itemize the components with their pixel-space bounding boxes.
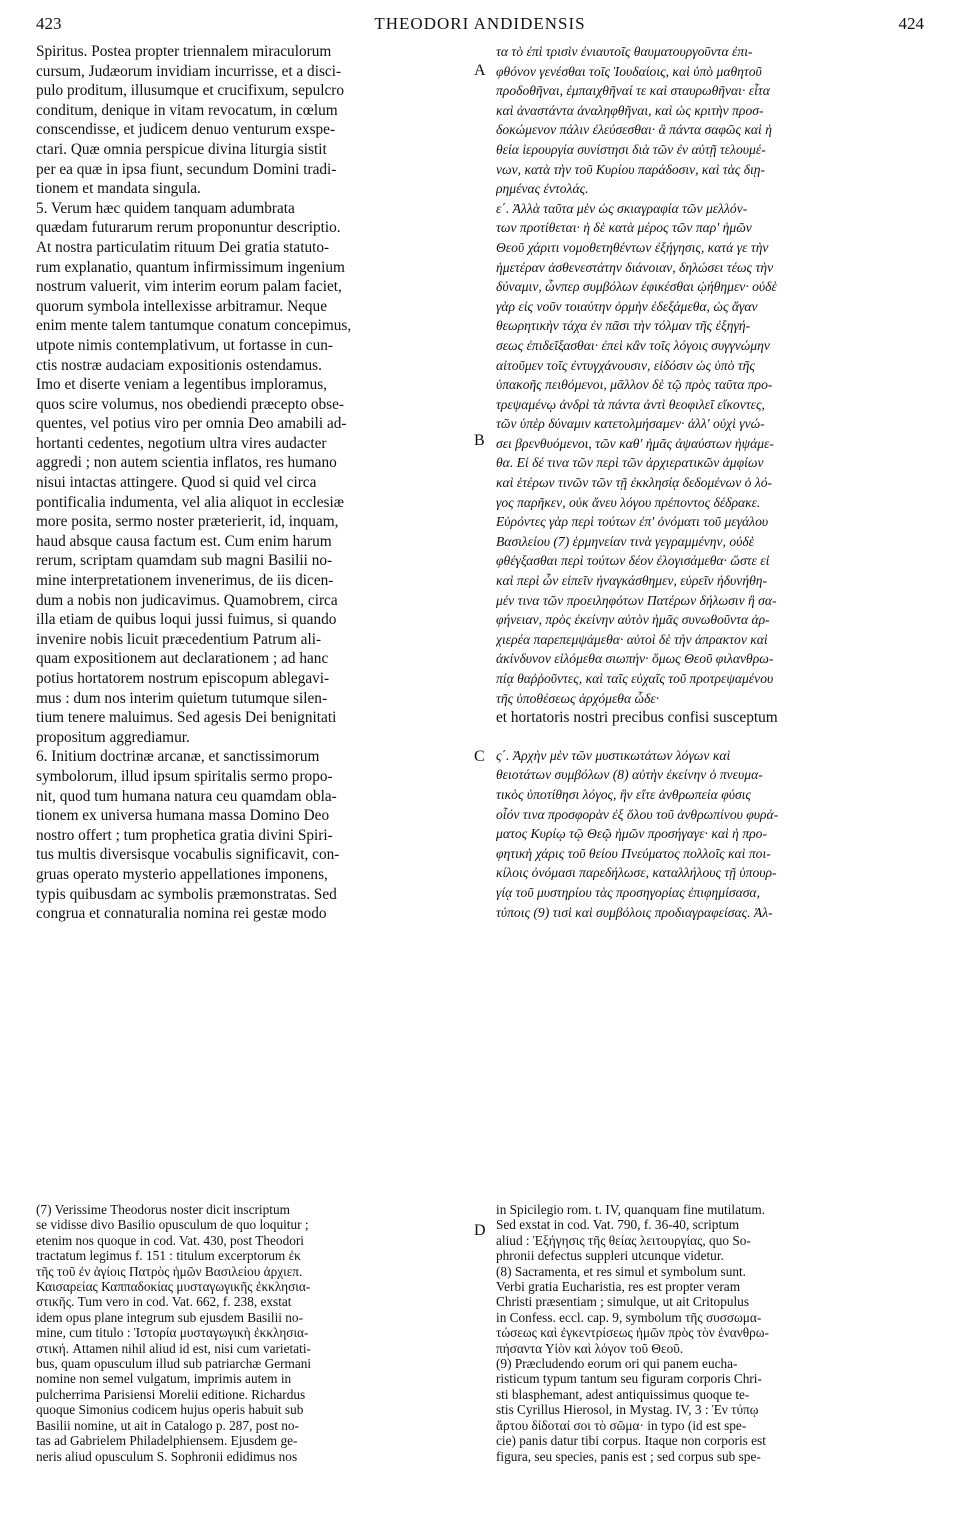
greek-text-line: τικὸς ὑποτίθησι λόγος, ἣν εἴτε ἀνθρωπεία φύσις <box>496 786 751 802</box>
margin-letter-c: C <box>474 748 485 765</box>
footnote-line: nomine non semel vulgatum, imprimis autem in <box>36 1371 292 1387</box>
footnote-line: se vidisse divo Basilio opusculum de quo loquitur ; <box>36 1217 309 1233</box>
latin-text-line: mus : dum nos interim quietum tutumque silen- <box>36 689 328 707</box>
latin-text-line: propositum aggrediamur. <box>36 728 190 746</box>
latin-text-line: 6. Initium doctrinæ arcanæ, et sanctissimorum <box>36 748 320 766</box>
latin-text-line: mine interpretationem invenerimus, de iis dicen- <box>36 572 334 590</box>
margin-letter-d: D <box>474 1222 486 1239</box>
footnotes-right <box>496 1202 924 1464</box>
footnote-line: pulcherrima Parisiensi Morelii editione. Richardus <box>36 1386 306 1402</box>
margin-letter-a: A <box>474 62 486 79</box>
footnote-line: Verbi gratia Eucharistia, res est propter veram <box>496 1279 741 1295</box>
footnote-line: Christi præsentiam ; simulque, ut ait Critopulus <box>496 1294 750 1310</box>
greek-text-line: σει βρενθυόμενοι, τῶν καθ' ἡμᾶς ἀψαύστων ἡψάμε- <box>496 435 774 451</box>
footnote-line: (7) Verissime Theodorus noster dicit inscriptum <box>36 1202 290 1217</box>
latin-text-line: At nostra particulatim rituum Dei gratia statuto- <box>36 238 330 256</box>
greek-text-line: ὑπακοῆς πειθόμενοι, μᾶλλον δὲ τῷ πρὸς ταῦτα προ- <box>496 377 773 393</box>
footnote-line: τώσεως καὶ ἐγκεντρίσεως ἡμῶν πρὸς τὸν ἐνανθρω- <box>496 1325 769 1341</box>
latin-text-line: dum a nobis non judicavimus. Quamobrem, circa <box>36 591 338 609</box>
latin-text-line: 5. Verum hæc quidem tanquam adumbrata <box>36 199 295 217</box>
greek-text-line: φήνειαν, πρὸς ἐκείνην αὐτὸν ἡμᾶς συνωθοῦντα ἀρ- <box>496 612 770 628</box>
greek-text-line: ἀκίνδυνον εἱλόμεθα σιωπήν· ὅμως Θεοῦ φιλανθρω- <box>496 651 774 667</box>
footnote-line: (8) Sacramenta, et res simul et symbolum sunt. <box>496 1263 747 1279</box>
footnote-line: Sed exstat in cod. Vat. 790, f. 36-40, scriptum <box>496 1217 740 1233</box>
greek-text-line: θειοτάτων συμβόλων (8) αὐτὴν ἐκείνην ὁ πνευμα- <box>496 767 763 783</box>
footnote-line: idem opus plane integrum sub ejusdem Basilii no- <box>36 1309 304 1325</box>
latin-text-line: Imo et diserte veniam a legentibus imploramus, <box>36 376 327 394</box>
latin-text-line: quentes, vel potius viro per omnia Deo amabili ad- <box>36 415 347 433</box>
footnote-line: risticum typum tantum seu figuram corporis Chri- <box>496 1371 762 1387</box>
footnote-line: tractatum legimus f. 151 : titulum excerptorum ἐκ <box>36 1248 301 1264</box>
greek-text-line: αἰτοῦμεν τοῖς ἐντυγχάνουσιν, εἰδόσιν ὡς ὑπὸ τῆς <box>496 357 755 373</box>
greek-text-line: τῆς ὑποθέσεως ἀρχόμεθα ὧδε· <box>496 690 660 706</box>
greek-text-line: δοκώμενον πάλιν ἐλεύσεσθαι· ἃ πάντα σαφῶς καὶ ἡ <box>496 122 772 138</box>
latin-text-line: potius hortatorem nostrum episcopum ablegavi- <box>36 670 330 687</box>
latin-text-line: tium tenere maluimus. Sed agesis Dei benignitati <box>36 709 337 727</box>
greek-text-line: τύποις (9) τισὶ καὶ συμβόλοις προδιαγραφείσας. Ἀλ- <box>496 904 773 920</box>
footnote-line: Basilii nomine, ut ait in Catalogo p. 287, post no- <box>36 1417 299 1433</box>
greek-text-line: Βασιλείου (7) ἑρμηνείαν τινὰ γεγραμμένην, οὐδὲ <box>496 533 755 549</box>
latin-text-line: Spiritus. Postea propter triennalem miraculorum <box>36 43 332 60</box>
latin-text-line: quos scire volumus, nos obediendi præcepto obse- <box>36 395 345 413</box>
latin-text-line: hortanti cedentes, negotium ultra vires audacter <box>36 434 327 452</box>
greek-text-line: θεία ἱερουργία συνίστησι διὰ τῶν ἐν αὐτῇ τελουμέ- <box>496 141 766 157</box>
greek-text-line: προδοθῆναι, ἐμπαιχθῆναί τε καὶ σταυρωθῆναι· εἶτα <box>496 83 770 99</box>
footnote-line: in Spicilegio rom. t. IV, quanquam fine mutilatum. <box>496 1202 765 1217</box>
greek-text-line: Θεοῦ χάριτι νομοθετηθέντων ἐξήγησις, κατά γε τὴν <box>496 239 769 255</box>
latin-text-line: nisui intactas attingere. Quod si quid vel circa <box>36 474 317 492</box>
latin-text-line: ctis nostræ audaciam expositionis ostendamus. <box>36 356 322 374</box>
footnote-line: in Confess. eccl. cap. 9, symbolum τῆς συσσωμα- <box>496 1309 762 1325</box>
footnote-line: ἄρτου δίδοταί σοι τὸ σῶμα· in typo (id est spe- <box>496 1417 747 1433</box>
latin-text-line: utpote nimis contemplativum, ut fortasse in cun- <box>36 336 333 354</box>
latin-text-line: quam expositionem aut declarationem ; ad hanc <box>36 650 329 668</box>
greek-text-line: καὶ ἑτέρων τινῶν τῶν τῇ ἐκκλησίᾳ δεδομένων ὁ λό- <box>496 475 773 491</box>
margin-letter-b: B <box>474 432 485 449</box>
footnote-line: στική. Attamen nihil aliud id est, nisi cum varietati- <box>36 1340 311 1356</box>
latin-text-line: tionem ex universa humana massa Domino Deo <box>36 807 330 825</box>
latin-text-line: conscendisse, et judicem denuo venturum exspe- <box>36 121 336 139</box>
footnote-line: mine, cum titulo : Ἱστορία μυσταγωγικὴ ἐκκλησια- <box>36 1325 309 1341</box>
footnote-line: cie) panis datur tibi corpus. Itaque non corporis est <box>496 1433 766 1449</box>
footnote-line: quoque Simonius codicem hujus operis habuit sub <box>36 1402 304 1418</box>
latin-text-line: nostrum valuerit, vim interim eorum palam faciet, <box>36 278 342 296</box>
latin-text-line: symbolorum, illud ipsum spiritalis sermo propo- <box>36 767 333 785</box>
greek-text-line: Εὑρόντες γὰρ περὶ τούτων ἐπ' ὀνόματι τοῦ μεγάλου <box>496 514 769 530</box>
latin-text-line: pontificalia indumenta, vel alia aliquot in ecclesiæ <box>36 493 344 511</box>
greek-text-line: ς΄. Ἀρχὴν μὲν τῶν μυστικωτάτων λόγων καὶ <box>496 747 731 763</box>
latin-text-line: quorum symbola intellexisse arbitramur. Neque <box>36 297 327 315</box>
greek-text-line: τῶν ὑπὲρ δύναμιν κατετολμήσαμεν· ἀλλ' οὐχὶ γνώ- <box>496 416 765 432</box>
greek-text-line: φθέγξασθαι περὶ τούτων δέον ἐλογισάμεθα· ὥστε εἰ <box>496 553 770 569</box>
latin-text-column <box>36 42 468 924</box>
latin-text-line: aggredi ; non autem scientia inflatos, res humano <box>36 454 337 472</box>
latin-text-line: cursum, Judæorum invidiam incurrisse, et a disci- <box>36 62 342 80</box>
latin-text-line: per ea quæ in ipsa fiunt, secundum Domini tradi- <box>36 160 337 178</box>
footnote-line: aliud : Ἐξήγησις τῆς θείας λειτουργίας, quo So- <box>496 1232 751 1248</box>
greek-text-line: θεωρητικὴν τάχα ἐν πᾶσι τὴν τόλμαν τῆς ἐξηγή- <box>496 318 751 334</box>
latin-text-line: congrua et connaturalia nomina rei gestæ modo <box>36 905 327 923</box>
greek-text-line: γος παρῆκεν, οὐκ ἄνευ λόγου πρέποντος δέδρακε. <box>496 494 761 510</box>
latin-text-line: pulo proditum, illusumque et crucifixum, sepulcro <box>36 82 345 100</box>
latin-text-line: rerum, scriptam quamdam sub magni Basilii no- <box>36 552 333 570</box>
page-number-left: 423 <box>36 14 62 33</box>
latin-continuation-line: et hortatoris nostri precibus confisi susceptum <box>496 709 778 727</box>
latin-text-line: tionem et mandata singula. <box>36 180 201 198</box>
greek-text-line: σεως ἐπιδεῖξασθαι· ἐπεὶ κἂν τοῖς λόγοις συγγνώμην <box>496 337 770 353</box>
greek-text-line: πίᾳ θαῤῥοῦντες, καὶ ταῖς εὐχαῖς τοῦ προτρεψαμένου <box>496 671 774 686</box>
footnote-line: πήσαντα Υἱὸν καὶ λόγον τοῦ Θεοῦ. <box>496 1340 684 1356</box>
greek-text-line: φητικὴ χάρις τοῦ θείου Πνεύματος πολλοῖς καὶ ποι- <box>496 845 771 861</box>
latin-text-line: nostro offert ; tum prophetica gratia divini Spiri- <box>36 826 333 844</box>
latin-text-line: quædam futurarum rerum proponuntur descriptio. <box>36 219 341 237</box>
paragraph-gap <box>496 728 924 746</box>
greek-text-line: ἡμετέραν ἀσθενεστάτην διάνοιαν, δηλώσει τέως τὴν <box>496 259 774 275</box>
latin-text-line: tus multis diversisque vocabulis significavit, con- <box>36 846 340 864</box>
footnote-line: bus, quam opusculum illud sub patriarchæ Germani <box>36 1356 312 1372</box>
greek-text-line: καὶ ἀναστάντα ἀναληφθῆναι, καὶ ὡς κριτὴν προσ- <box>496 102 764 118</box>
greek-text-line: γίᾳ τοῦ μυστηρίου τὰς προσηγορίας ἐπιφημίσασα, <box>496 884 760 900</box>
greek-text-line: ματος Κυρίῳ τῷ Θεῷ ἡμῶν προσήγαγε· καὶ ἡ προ- <box>496 826 767 842</box>
latin-text-line: conditum, denique in vitam revocatum, in cœlum <box>36 101 338 119</box>
running-title: THEODORI ANDIDENSIS <box>374 14 586 33</box>
greek-text-line: τα τὸ ἐπὶ τρισὶν ἐνιαυτοῖς θαυματουργοῦντα ἐπι- <box>496 44 753 59</box>
latin-text-line: illa etiam de quibus loqui jussi fuimus, si quando <box>36 611 337 629</box>
footnote-line: stis Cyrillus Hierosol, in Mystag. IV, 3 : Ἐν τύπῳ <box>496 1402 759 1418</box>
greek-text-line: καὶ περὶ ὧν εἰπεῖν ἠναγκάσθημεν, εὑρεῖν ἠδυνήθη- <box>496 573 768 589</box>
latin-text-line: nit, quod tum humana natura ceu quamdam obla- <box>36 787 337 805</box>
footnote-line: figura, seu species, panis est ; sed corpus sub spe- <box>496 1448 761 1464</box>
footnote-line: etenim nos quoque in cod. Vat. 430, post Theodori <box>36 1232 305 1248</box>
greek-text-line: χιερέα παρεπεμψάμεθα· αὐτοὶ δὲ τὴν ἀπρακτον καὶ <box>496 631 768 647</box>
footnote-line: (9) Præcludendo eorum ori qui panem eucha- <box>496 1356 738 1372</box>
greek-text-line: μέν τινα τῶν προειληφότων Πατέρων δήλωσιν ἢ σα- <box>496 592 777 608</box>
latin-text-line: enim mente talem tantumque conatum concepimus, <box>36 317 352 335</box>
latin-text-line: typis quibusdam ac symbolis præmonstratas. Sed <box>36 885 337 903</box>
footnote-line: στικῆς. Tum vero in cod. Vat. 662, f. 238, exstat <box>36 1294 292 1310</box>
latin-text-line: haud absque causa factum est. Cum enim harum <box>36 532 332 550</box>
footnote-line: τῆς τοῦ ἐν ἁγίοις Πατρὸς ἡμῶν Βασιλείου ἀρχιεπ. <box>36 1263 303 1279</box>
greek-text-line: κίλοις ὀνόμασι παρεδήλωσε, καταλλήλους τῇ ὑπουρ- <box>496 865 777 881</box>
latin-text-line: invenire nobis licuit præcedentium Patrum ali- <box>36 630 322 648</box>
footnote-line: tas ad Gabrielem Philadelphiensem. Ejusdem ge- <box>36 1433 298 1449</box>
footnote-line: neris aliud opusculum S. Sophronii edidimus nos <box>36 1448 298 1464</box>
footnote-line: phronii defectus suppleri utcunque videtur. <box>496 1248 724 1264</box>
greek-text-column <box>496 42 924 922</box>
greek-text-line: των προτίθεται· ἡ δὲ κατὰ μέρος τῶν παρ' ἡμῶν <box>496 220 752 236</box>
greek-text-line: θα. Εἰ δέ τινα τῶν περὶ τῶν ἀρχιερατικῶν ἀμφίων <box>496 455 764 471</box>
greek-text-line: οἷόν τινα προσφορὰν ἐξ ὅλου τοῦ ἀνθρωπίνου φυρά- <box>496 806 779 822</box>
greek-text-line: δύναμιν, ὧνπερ συμβόλων ἐφικέσθαι ᾠήθημεν· οὐδὲ <box>496 279 777 295</box>
latin-text-line: ctari. Quæ omnia perspicue divina liturgia sistit <box>36 140 327 158</box>
footnotes-left <box>36 1202 468 1464</box>
page-header <box>36 8 924 38</box>
latin-text-line: gruas operato mysterio appellationes imponens, <box>36 865 328 883</box>
latin-text-line: more posita, sermo noster præterierit, id, inquam, <box>36 513 339 531</box>
greek-text-line: νων, κατὰ τὴν τοῦ Κυρίου παράδοσιν, καὶ τὰς διῃ- <box>496 161 766 177</box>
latin-text-line: rum explanatio, quantum infirmissimum ingenium <box>36 258 345 276</box>
footnote-line: sti blasphemant, adest antiquissimus quoque te- <box>496 1386 750 1402</box>
greek-text-line: ρημένας ἐντολάς. <box>496 181 589 197</box>
greek-text-line: φθόνον γενέσθαι τοῖς Ἰουδαίοις, καὶ ὑπὸ μαθητοῦ <box>496 63 762 79</box>
greek-text-line: ε΄. Ἀλλὰ ταῦτα μὲν ὡς σκιαγραφία τῶν μελλόν- <box>496 200 748 216</box>
greek-text-line: τρεψαμένῳ ἀνδρὶ τὰ πάντα ἀντὶ θεοφιλεῖ εἴκοντες, <box>496 396 765 412</box>
page-number-right: 424 <box>898 14 924 33</box>
footnote-line: Καισαρείας Καππαδοκίας μυσταγωγικῆς ἐκκλησια- <box>36 1279 311 1295</box>
greek-text-line: γὰρ εἰς νοῦν τοιαύτην ὁρμὴν ἐδεξάμεθα, ὡς ἄγαν <box>496 298 758 314</box>
